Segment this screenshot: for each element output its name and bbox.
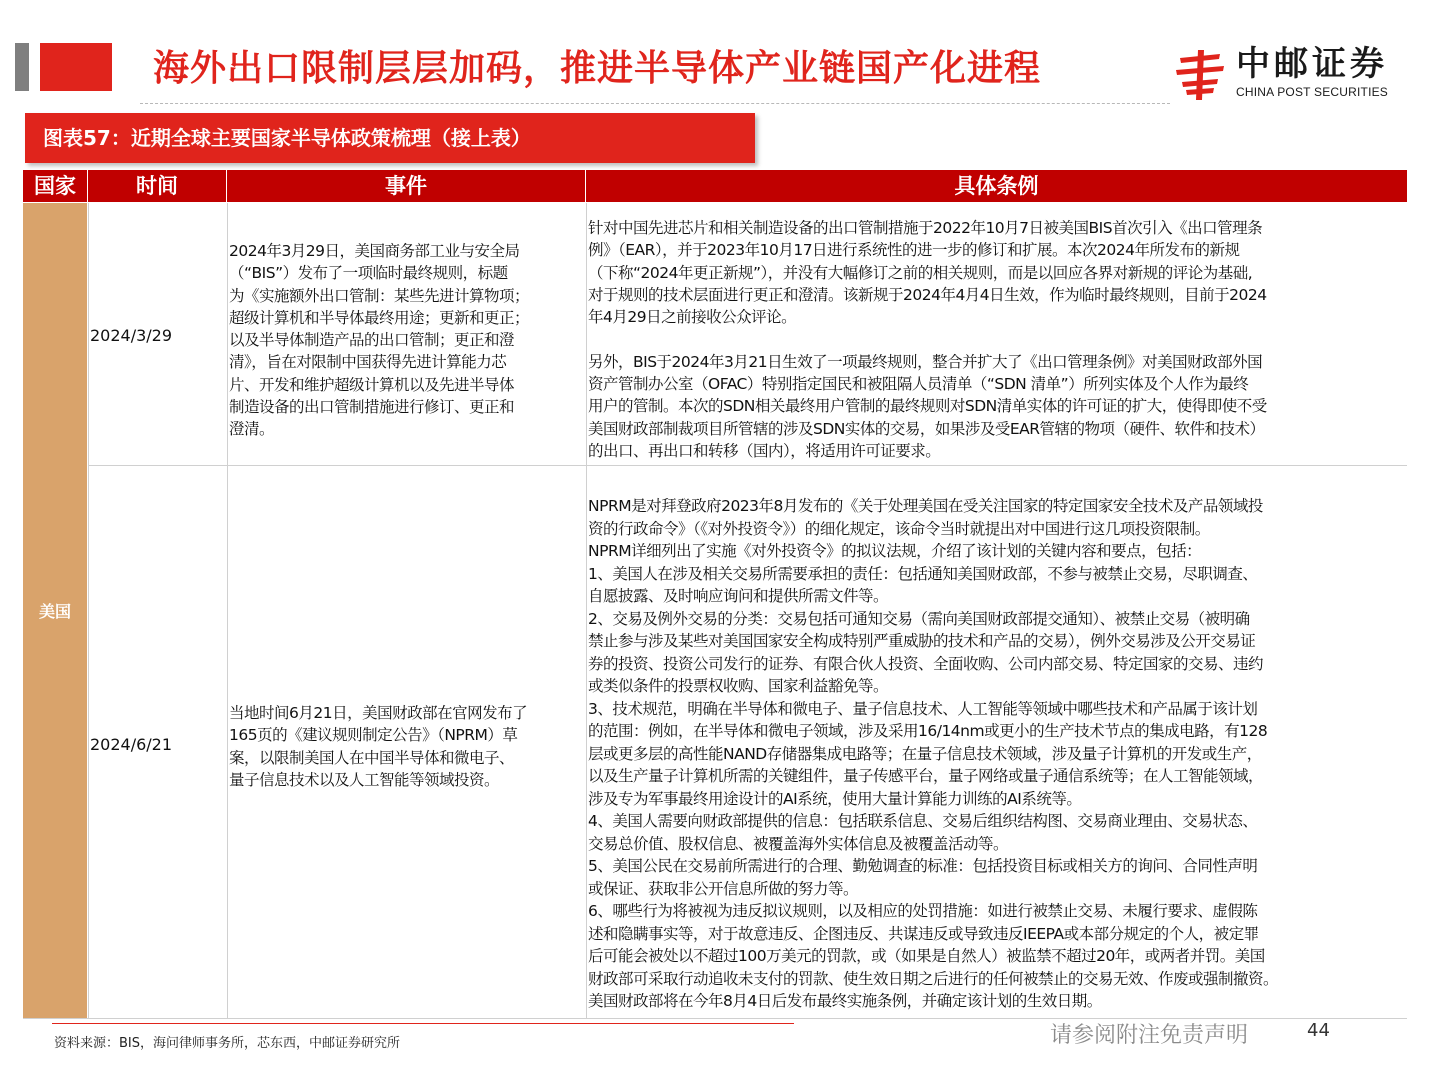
- footer-divider: [52, 1023, 794, 1024]
- detail-line: 1、美国人在涉及相关交易所需要承担的责任：包括通知美国财政部，不参与被禁止交易，尽职调查、: [588, 564, 1258, 583]
- row1-time: 2024/3/29: [90, 326, 173, 345]
- header-divider: [140, 103, 1170, 104]
- detail-line: 对于规则的技术层面进行更正和澄清。该新规于2024年4月4日生效，作为临时最终规则，目前于2024: [588, 285, 1267, 304]
- detail-line: 的范围：例如，在半导体和微电子领域，涉及采用16/14nm或更小的生产技术节点的集成电路，有128: [588, 722, 1268, 740]
- detail-line: 财政部可采取行动追收未支付的罚款、使生效日期之后进行的任何被禁止的交易无效、作废或强制撤资。: [588, 969, 1279, 988]
- logo-chinese-name: 中邮证券: [1236, 44, 1388, 84]
- detail-line: 用户的管制。本次的SDN相关最终用户管制的最终规则对SDN清单实体的许可证的扩大，使得即使不受: [588, 397, 1267, 416]
- column-header-time: 时间: [88, 170, 226, 202]
- event-line: 以及半导体制造产品的出口管制；更正和澄: [229, 331, 515, 350]
- detail-line: 另外，BIS于2024年3月21日生效了一项最终规则，整合并扩大了《出口管理条例》对美国财政部外国: [588, 352, 1263, 371]
- company-logo: [1170, 40, 1430, 104]
- row2-detail: [588, 495, 1278, 1013]
- detail-line: NPRM是对拜登政府2023年8月发布的《关于处理美国在受关注国家的特定国家安全技术及产品领域投: [588, 497, 1263, 515]
- detail-line: 针对中国先进芯片和相关制造设备的出口管制措施于2022年10月7日被美国BIS首次引入《出口管理条: [588, 219, 1263, 237]
- grid-line: [586, 203, 587, 1018]
- detail-line: 述和隐瞒事实等，对于故意违反、企图违反、共谋违反或导致违反IEEPA或本部分规定的个人，被定罪: [588, 924, 1259, 943]
- disclaimer-link[interactable]: 请参阅附注免责声明: [1050, 1023, 1249, 1048]
- grid-line: [227, 203, 228, 1018]
- detail-line: 层或更多层的高性能NAND存储器集成电路等；在量子信息技术领域，涉及量子计算机的开发或生产，: [588, 744, 1262, 763]
- detail-line: 4、美国人需要向财政部提供的信息：包括联系信息、交易后组织结构图、交易商业理由、交易状态、: [588, 812, 1258, 830]
- header-red-block: [40, 43, 112, 91]
- detail-line: 禁止参与涉及某些对美国国家安全构成特别严重威胁的技术和产品的交易），例外交易涉及公开交易证: [588, 632, 1256, 650]
- detail-line: 涉及专为军事最终用途设计的AI系统，使用大量计算能力训练的AI系统等。: [588, 789, 1082, 808]
- country-label: 美国: [38, 602, 71, 621]
- grid-line: [88, 203, 89, 1018]
- event-line: （“BIS”）发布了一项临时最终规则，标题: [229, 264, 508, 283]
- column-header-detail: 具体条例: [586, 170, 1407, 202]
- detail-line: 券的投资、投资公司发行的证券、有限合伙人投资、全面收购、公司内部交易、特定国家的交易、违约: [588, 654, 1264, 673]
- detail-line: 例》（EAR），并于2023年10月17日进行系统性的进一步的修订和扩展。本次2024年所发布的新规: [588, 241, 1240, 260]
- detail-line: 5、美国公民在交易前所需进行的合理、勤勉调查的标准：包括投资目标或相关方的询问、合同性声明: [588, 857, 1258, 875]
- detail-line: 的出口、再出口和转移（国内），将适用许可证要求。: [588, 441, 941, 460]
- source-note: 资料来源：BIS，海问律师事务所，芯东西，中邮证券研究所: [54, 1036, 401, 1051]
- event-line: 为《实施额外出口管制：某些先进计算物项；: [229, 286, 530, 305]
- event-line: 量子信息技术以及人工智能等领域投资。: [229, 770, 500, 789]
- event-line: 清》，旨在对限制中国获得先进计算能力芯: [229, 353, 507, 372]
- detail-line: 交易总价值、股权信息、被覆盖海外实体信息及被覆盖活动等。: [588, 834, 1009, 853]
- detail-line: 2、交易及例外交易的分类：交易包括可通知交易（需向美国财政部提交通知）、被禁止交易（被明确: [588, 609, 1250, 628]
- detail-line: 以及生产量子计算机所需的关键组件，量子传感平台，量子网络或量子通信系统等；在人工智能领域，: [588, 767, 1264, 785]
- detail-line: 美国财政部将在今年8月4日后发布最终实施条例，并确定该计划的生效日期。: [588, 992, 1102, 1010]
- figure-caption: 图表57：近期全球主要国家半导体政策梳理（接上表）: [25, 113, 755, 163]
- event-line: 当地时间6月21日，美国财政部在官网发布了: [229, 704, 528, 722]
- event-line: 片、开发和维护超级计算机以及先进半导体: [229, 375, 515, 394]
- detail-line: [588, 328, 1267, 350]
- row1-event: [229, 240, 529, 441]
- row2-event: [229, 702, 527, 791]
- detail-line: 或类似条件的投票权收购、国家利益豁免等。: [588, 677, 889, 695]
- event-line: 澄清。: [229, 420, 275, 439]
- detail-line: 美国财政部制裁项目所管辖的涉及SDN实体的交易，如果涉及受EAR管辖的物项（硬件、软件和技术）: [588, 419, 1265, 438]
- detail-line: 自愿披露、及时响应询问和提供所需文件等。: [588, 587, 889, 605]
- column-header-event: 事件: [227, 170, 585, 202]
- row-divider: [88, 465, 1407, 466]
- detail-line: 6、哪些行为将被视为违反拟议规则，以及相应的处罚措施：如进行被禁止交易、未履行要求、虚假陈: [588, 902, 1258, 920]
- detail-line: 年4月29日之前接收公众评论。: [588, 308, 797, 327]
- event-line: 超级计算机和半导体最终用途；更新和更正；: [229, 308, 530, 327]
- row1-detail: [588, 217, 1267, 462]
- header-grey-block: [15, 43, 29, 91]
- event-line: 制造设备的出口管制措施进行修订、更正和: [229, 398, 515, 417]
- detail-line: 资产管制办公室（OFAC）特别指定国民和被阻隔人员清单（“SDN 清单”）所列实体及个人作为最终: [588, 375, 1249, 394]
- china-post-emblem-icon: [1172, 46, 1228, 102]
- detail-line: 资的行政命令》（《对外投资令》）的细化规定，该命令当时就提出对中国进行这几项投资限制。: [588, 519, 1210, 538]
- detail-line: （下称“2024年更正新规”），并没有大幅修订之前的相关规则，而是以回应各界对新规的评论为基础,: [588, 263, 1253, 282]
- detail-line: 后可能会被处以不超过100万美元的罚款，或（如果是自然人）被监禁不超过20年，或两者并罚。美国: [588, 947, 1265, 965]
- event-line: 2024年3月29日，美国商务部工业与安全局: [229, 242, 520, 260]
- page-title: 海外出口限制层层加码，推进半导体产业链国产化进程: [153, 48, 1042, 89]
- page-number: 44: [1307, 1020, 1330, 1041]
- detail-line: 或保证、获取非公开信息所做的努力等。: [588, 879, 859, 898]
- event-line: 165页的《建议规则制定公告》（NPRM）草: [229, 726, 518, 745]
- country-cell: [23, 203, 87, 1018]
- detail-line: 3、技术规范，明确在半导体和微电子、量子信息技术、人工智能等领域中哪些技术和产品属于该计划: [588, 699, 1258, 718]
- event-line: 案，以限制美国人在中国半导体和微电子、: [229, 748, 515, 767]
- detail-line: NPRM详细列出了实施《对外投资令》的拟议法规，介绍了该计划的关键内容和要点，包括：: [588, 542, 1202, 560]
- column-header-country: 国家: [23, 170, 87, 202]
- logo-english-name: CHINA POST SECURITIES: [1236, 85, 1389, 99]
- row2-time: 2024/6/21: [90, 735, 173, 754]
